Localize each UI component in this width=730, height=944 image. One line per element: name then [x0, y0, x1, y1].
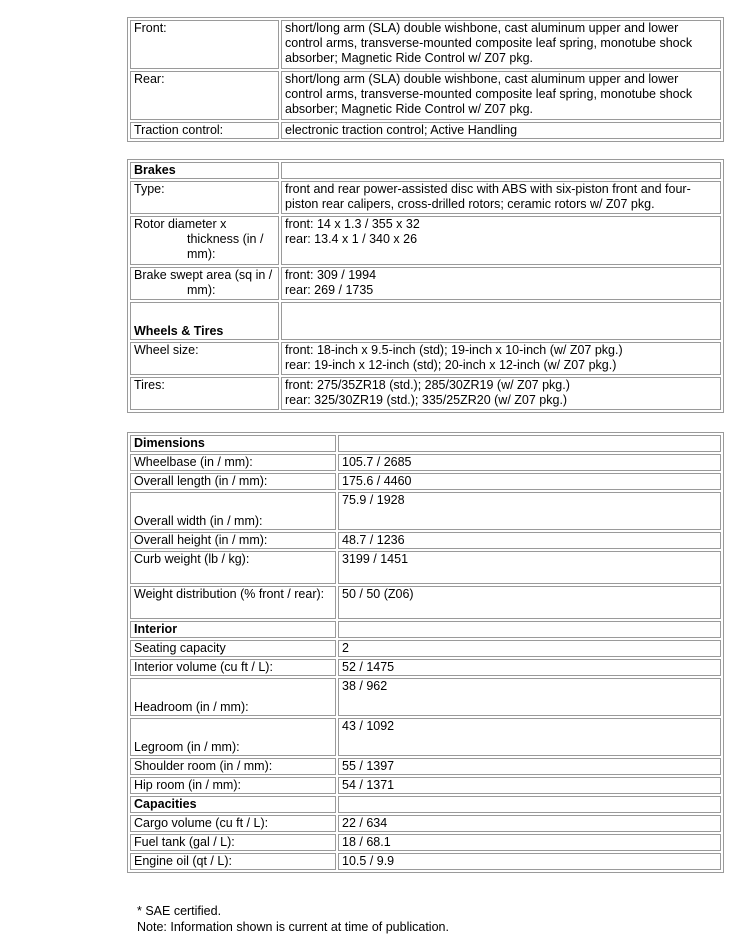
- spec-value: 175.6 / 4460: [338, 473, 721, 490]
- section-heading-dimensions: Dimensions: [130, 435, 336, 452]
- wheel-rear: rear: 19-inch x 12-inch (std); 20-inch x 12-inch (w/ Z07 pkg.): [285, 358, 617, 372]
- spec-value: electronic traction control; Active Handling: [281, 122, 721, 139]
- wheel-front: front: 18-inch x 9.5-inch (std); 19-inch x 10-inch (w/ Z07 pkg.): [285, 343, 623, 357]
- spec-label: Cargo volume (cu ft / L):: [130, 815, 336, 832]
- spec-value: 3199 / 1451: [338, 551, 721, 584]
- empty-cell: [338, 621, 721, 638]
- spec-label: Interior volume (cu ft / L):: [130, 659, 336, 676]
- table-row: [130, 473, 721, 490]
- table-row: [130, 777, 721, 794]
- table-row: [130, 758, 721, 775]
- table-row: [130, 181, 721, 214]
- table-row: [130, 659, 721, 676]
- table-row: [130, 586, 721, 619]
- empty-cell: [281, 302, 721, 340]
- spec-value: 105.7 / 2685: [338, 454, 721, 471]
- spec-label: Tires:: [130, 377, 279, 410]
- spec-label: Overall height (in / mm):: [130, 532, 336, 549]
- sae-note: * SAE certified.: [137, 904, 222, 918]
- spec-label: Front:: [130, 20, 279, 69]
- spec-value: 48.7 / 1236: [338, 532, 721, 549]
- spec-label: Wheelbase (in / mm):: [130, 454, 336, 471]
- section-heading-capacities: Capacities: [130, 796, 336, 813]
- table-row: [130, 302, 721, 340]
- spec-label: Fuel tank (gal / L):: [130, 834, 336, 851]
- spec-label: Wheel size:: [130, 342, 279, 375]
- tires-front: front: 275/35ZR18 (std.); 285/30ZR19 (w/ Z07 pkg.): [285, 378, 570, 392]
- spec-label: Curb weight (lb / kg):: [130, 551, 336, 584]
- spec-value: [281, 216, 721, 265]
- spec-value: 10.5 / 9.9: [338, 853, 721, 870]
- empty-cell: [338, 435, 721, 452]
- spec-label: Overall length (in / mm):: [130, 473, 336, 490]
- table-row: [130, 678, 721, 716]
- rotor-rear: rear: 13.4 x 1 / 340 x 26: [285, 232, 418, 246]
- table-row: [130, 216, 721, 265]
- tires-rear: rear: 325/30ZR19 (std.); 335/25ZR20 (w/ Z07 pkg.): [285, 393, 568, 407]
- spec-value: front and rear power-assisted disc with ABS with six-piston front and four-piston rear calipers, cross-drilled rotors; ceramic rotors w/ Z07 pkg.: [281, 181, 721, 214]
- swept-front: front: 309 / 1994: [285, 268, 377, 282]
- spec-value: 2: [338, 640, 721, 657]
- table-row: [130, 122, 721, 139]
- spec-value: 75.9 / 1928: [338, 492, 721, 530]
- spec-value: 43 / 1092: [338, 718, 721, 756]
- spec-value: [281, 267, 721, 300]
- spec-value: 22 / 634: [338, 815, 721, 832]
- table-row: [130, 162, 721, 179]
- spec-label: Rear:: [130, 71, 279, 120]
- suspension-table: [127, 17, 724, 142]
- rotor-front: front: 14 x 1.3 / 355 x 32: [285, 217, 420, 231]
- spec-value: 54 / 1371: [338, 777, 721, 794]
- spec-label: Headroom (in / mm):: [130, 678, 336, 716]
- spec-label: Weight distribution (% front / rear):: [130, 586, 336, 619]
- spec-value: 55 / 1397: [338, 758, 721, 775]
- spec-value: 18 / 68.1: [338, 834, 721, 851]
- table-row: [130, 492, 721, 530]
- spec-label: Rotor diameter x thickness (in / mm):: [130, 216, 279, 265]
- spec-label: Hip room (in / mm):: [130, 777, 336, 794]
- table-row: [130, 267, 721, 300]
- section-heading-brakes: Brakes: [130, 162, 279, 179]
- spec-label: Traction control:: [130, 122, 279, 139]
- table-row: [130, 435, 721, 452]
- table-row: [130, 718, 721, 756]
- dimensions-table: [127, 432, 724, 873]
- spec-label: Type:: [130, 181, 279, 214]
- table-row: [130, 853, 721, 870]
- publication-note: Note: Information shown is current at time of publication.: [137, 920, 449, 934]
- table-row: [130, 815, 721, 832]
- table-row: [130, 640, 721, 657]
- spec-label: Brake swept area (sq in / mm):: [130, 267, 279, 300]
- section-heading-interior: Interior: [130, 621, 336, 638]
- spec-value: 50 / 50 (Z06): [338, 586, 721, 619]
- empty-cell: [338, 796, 721, 813]
- spec-label: Seating capacity: [130, 640, 336, 657]
- section-heading-wheels-tires: Wheels & Tires: [130, 302, 279, 340]
- spec-value: short/long arm (SLA) double wishbone, cast aluminum upper and lower control arms, transverse-mounted composite leaf spring, monotube shock absorber; Magnetic Ride Control w/ Z07 pkg.: [281, 20, 721, 69]
- spec-label: Shoulder room (in / mm):: [130, 758, 336, 775]
- table-row: [130, 551, 721, 584]
- table-row: [130, 532, 721, 549]
- table-row: [130, 20, 721, 69]
- swept-rear: rear: 269 / 1735: [285, 283, 374, 297]
- spec-value: [281, 342, 721, 375]
- table-row: [130, 454, 721, 471]
- table-row: [130, 377, 721, 410]
- spec-label: Legroom (in / mm):: [130, 718, 336, 756]
- table-row: [130, 834, 721, 851]
- table-row: [130, 621, 721, 638]
- brakes-wheels-table: [127, 159, 724, 413]
- footnotes: [137, 903, 449, 935]
- spec-value: 52 / 1475: [338, 659, 721, 676]
- table-row: [130, 71, 721, 120]
- spec-value: 38 / 962: [338, 678, 721, 716]
- spec-value: [281, 377, 721, 410]
- spec-value: short/long arm (SLA) double wishbone, cast aluminum upper and lower control arms, transverse-mounted composite leaf spring, monotube shock absorber; Magnetic Ride Control w/ Z07 pkg.: [281, 71, 721, 120]
- spec-label: Overall width (in / mm):: [130, 492, 336, 530]
- spec-label: Engine oil (qt / L):: [130, 853, 336, 870]
- empty-cell: [281, 162, 721, 179]
- table-row: [130, 796, 721, 813]
- table-row: [130, 342, 721, 375]
